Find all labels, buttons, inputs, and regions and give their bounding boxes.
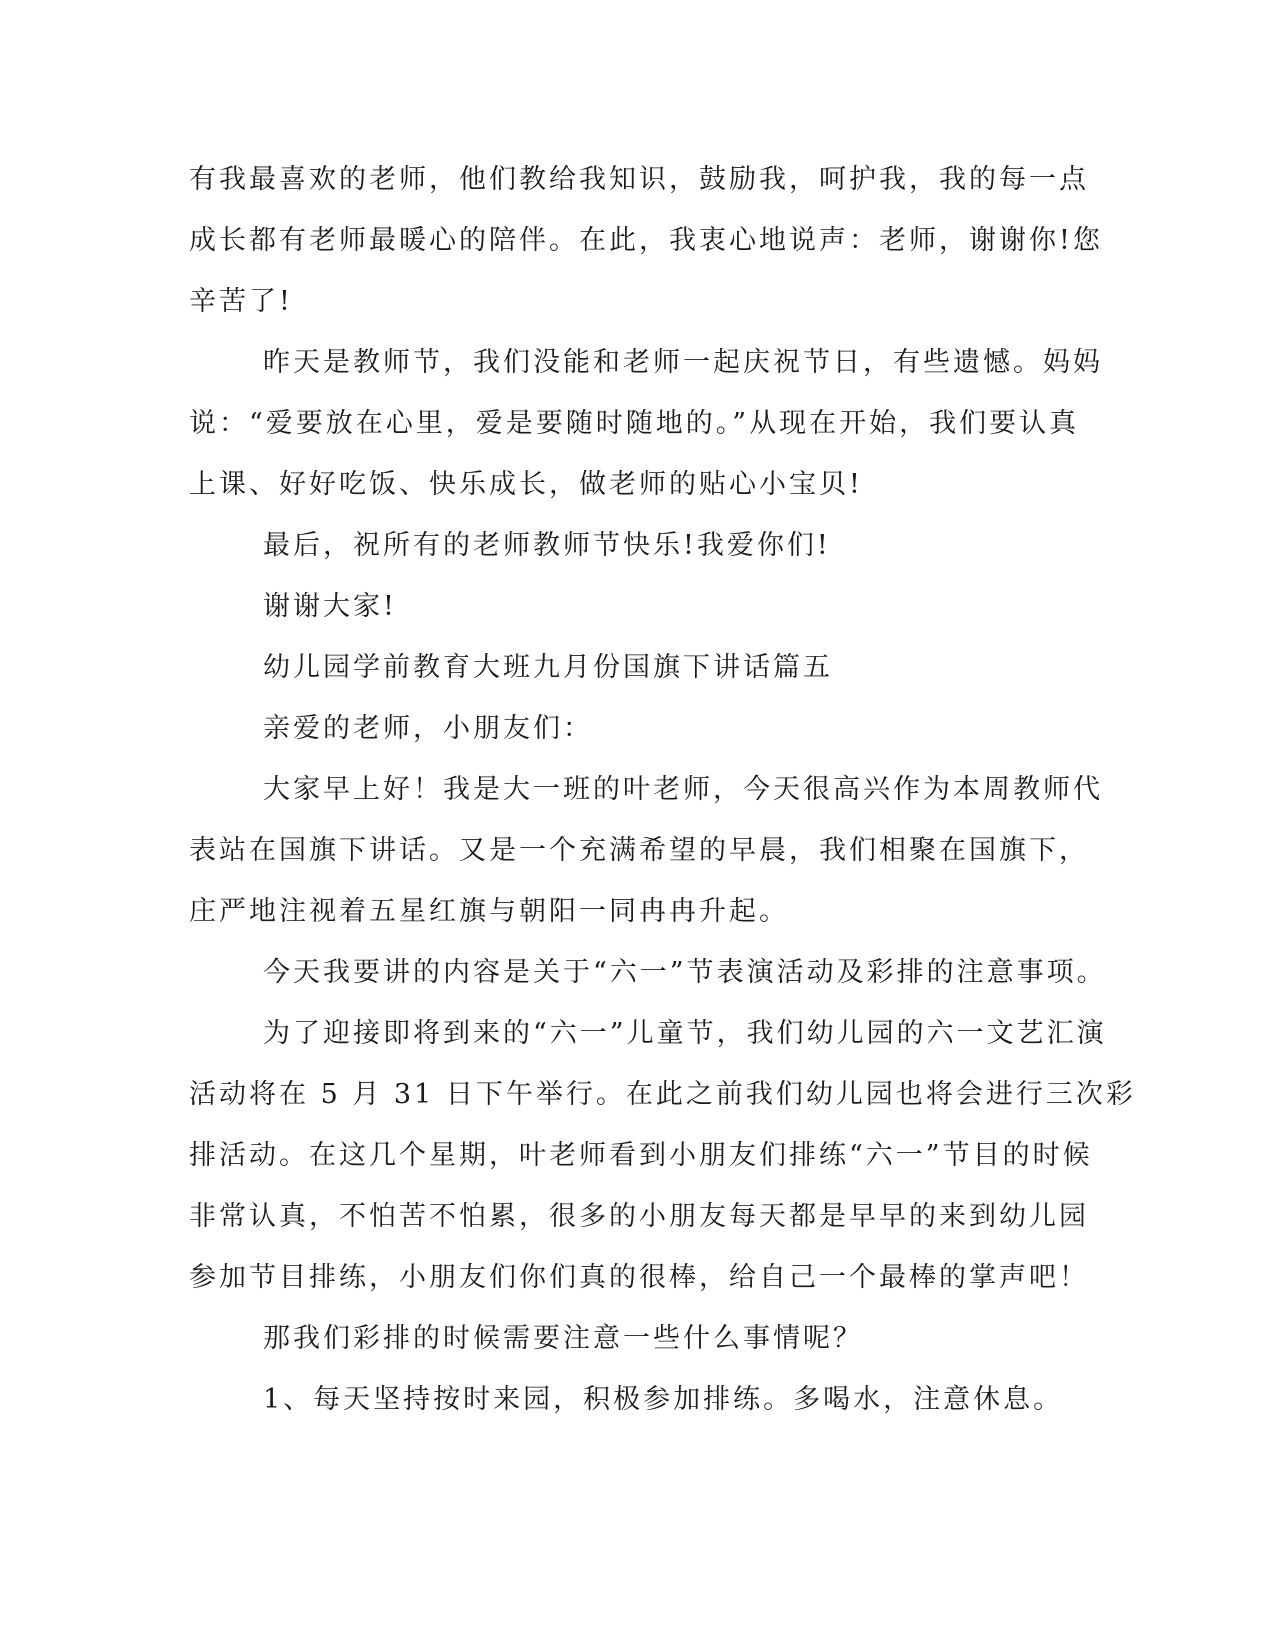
paragraph-start: 最后，祝所有的老师教师节快乐!我爱你们!	[263, 530, 831, 561]
paragraph-start: 昨天是教师节，我们没能和老师一起庆祝节日，有些遗憾。妈妈	[263, 347, 1103, 378]
paragraph-start: 大家早上好！我是大一班的叶老师，今天很高兴作为本周教师代	[263, 774, 1103, 805]
text-line: 庄严地注视着五星红旗与朝阳一同冉冉升起。	[189, 896, 789, 927]
text-line: 上课、好好吃饭、快乐成长，做老师的贴心小宝贝!	[189, 469, 863, 500]
text-line: 说：“爱要放在心里，爱是要随时随地的。”从现在开始，我们要认真	[189, 408, 1080, 439]
text-line: 成长都有老师最暖心的陪伴。在此，我衷心地说声：老师，谢谢你!您	[189, 225, 1103, 256]
text-line: 非常认真，不怕苦不怕累，很多的小朋友每天都是早早的来到幼儿园	[189, 1201, 1089, 1232]
text-line: 参加节目排练，小朋友们你们真的很棒，给自己一个最棒的掌声吧！	[189, 1262, 1089, 1293]
section-title: 幼儿园学前教育大班九月份国旗下讲话篇五	[263, 652, 833, 683]
salutation: 亲爱的老师，小朋友们：	[263, 713, 593, 744]
text-line: 活动将在 5 月 31 日下午举行。在此之前我们幼儿园也将会进行三次彩	[189, 1079, 1136, 1110]
text-line: 排活动。在这几个星期，叶老师看到小朋友们排练“六一”节目的时候	[189, 1140, 1093, 1171]
text-line: 有我最喜欢的老师，他们教给我知识，鼓励我，呵护我，我的每一点	[189, 164, 1089, 195]
paragraph-start: 那我们彩排的时候需要注意一些什么事情呢？	[263, 1323, 863, 1354]
text-line: 表站在国旗下讲话。又是一个充满希望的早晨，我们相聚在国旗下，	[189, 835, 1089, 866]
text-line: 辛苦了!	[189, 286, 293, 317]
paragraph-start: 为了迎接即将到来的“六一”儿童节，我们幼儿园的六一文艺汇演	[263, 1018, 1107, 1049]
paragraph-start: 谢谢大家!	[263, 591, 397, 622]
paragraph-start: 今天我要讲的内容是关于“六一”节表演活动及彩排的注意事项。	[263, 957, 1107, 988]
list-item: 1、每天坚持按时来园，积极参加排练。多喝水，注意休息。	[263, 1384, 1064, 1415]
